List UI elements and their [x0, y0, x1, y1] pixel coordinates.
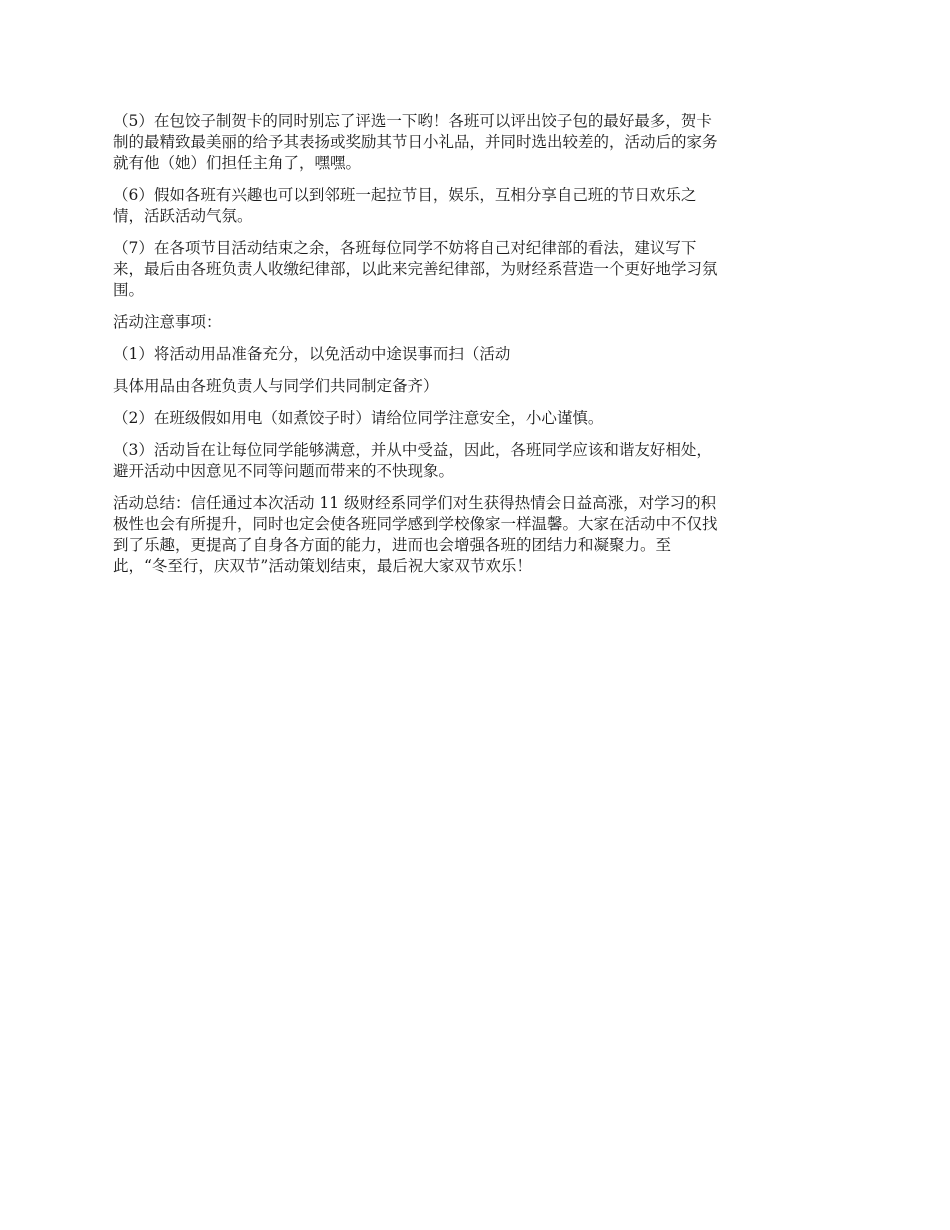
- paragraph-note-1a: [113, 344, 843, 365]
- text-line: 具体用品由各班负责人与同学们共同制定备齐）: [113, 377, 439, 395]
- text-line: 极性也会有所提升，同时也定会使各班同学感到学校像家一样温馨。大家在活动中不仅找: [113, 515, 718, 533]
- paragraph-item-5: [113, 111, 843, 174]
- text-line: （1）将活动用品准备充分，以免活动中途误事而扫（活动: [113, 345, 511, 363]
- document-page: [113, 111, 843, 588]
- text-line: 到了乐趣，更提高了自身各方面的能力，进而也会增强各班的团结力和凝聚力。至: [113, 536, 672, 554]
- paragraph-note-3: [113, 440, 843, 482]
- text-line: （7）在各项节目活动结束之余，各班每位同学不妨将自己对纪律部的看法，建议写下: [113, 239, 697, 257]
- text-line: 制的最精致最美丽的给予其表扬或奖励其节日小礼品，并同时选出较差的，活动后的家务: [113, 133, 718, 151]
- paragraph-item-6: [113, 185, 843, 227]
- paragraph-note-2: [113, 408, 843, 429]
- paragraph-note-1b: [113, 376, 843, 397]
- text-line: （6）假如各班有兴趣也可以到邻班一起拉节目，娱乐，互相分享自己班的节日欢乐之: [113, 186, 697, 204]
- text-line: 情，活跃活动气氛。: [113, 207, 253, 225]
- text-line: 围。: [113, 281, 145, 299]
- notes-heading: [113, 312, 843, 333]
- paragraph-item-7: [113, 238, 843, 301]
- text-line: 就有他（她）们担任主角了，嘿嘿。: [113, 154, 362, 172]
- text-line: （3）活动旨在让每位同学能够满意，并从中受益，因此，各班同学应该和谐友好相处，: [113, 441, 712, 459]
- text-line: 活动总结：信任通过本次活动 11 级财经系同学们对生获得热情会日益高涨，对学习的积: [113, 494, 717, 512]
- paragraph-summary: [113, 493, 843, 577]
- text-line: 此，“冬至行，庆双节”活动策划结束，最后祝大家双节欢乐！: [113, 557, 532, 575]
- text-line: （5）在包饺子制贺卡的同时别忘了评选一下哟！各班可以评出饺子包的最好最多，贺卡: [113, 112, 712, 130]
- text-line: （2）在班级假如用电（如煮饺子时）请给位同学注意安全，小心谨慎。: [113, 409, 604, 427]
- text-line: 来，最后由各班负责人收缴纪律部，以此来完善纪律部，为财经系营造一个更好地学习氛: [113, 260, 718, 278]
- text-line: 避开活动中因意见不同等问题而带来的不快现象。: [113, 462, 455, 480]
- section-heading: 活动注意事项：: [113, 313, 222, 331]
